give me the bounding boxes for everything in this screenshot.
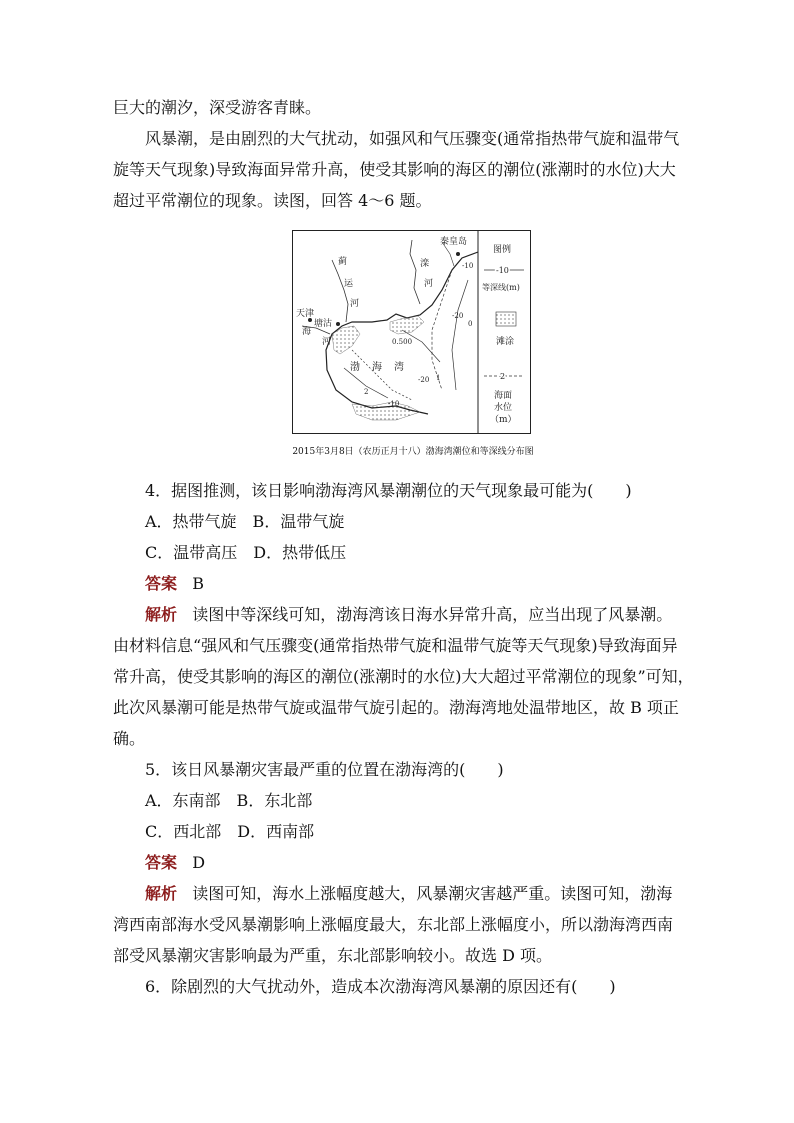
label-bohai-sea: 海 <box>372 362 382 373</box>
label-yun: 运 <box>344 279 354 289</box>
q5-answer: D <box>192 853 206 872</box>
q4-analysis-1: 读图中等深线可知，渤海湾该日海水异常升高，应当出现了风暴潮。 <box>192 605 673 624</box>
q5-options-cd: C．西北部 D．西南部 <box>145 822 315 841</box>
label-bay: 湾 <box>394 362 404 373</box>
contour-label-2: -20 <box>452 312 464 320</box>
q5-analysis-2: 湾西南部海水受风暴潮影响上涨幅度最大，东北部上涨幅度小，所以渤海湾西南 <box>113 915 674 934</box>
legend-level-label-2: 水位 <box>494 403 513 413</box>
label-ji: 蓟 <box>338 257 348 267</box>
q4-stem: 4．据图推测，该日影响渤海湾风暴潮潮位的天气现象最可能为( ) <box>145 481 632 500</box>
bohai-bay-map <box>292 230 531 434</box>
legend-level-value: 2 <box>500 372 506 381</box>
legend-depth-label: 等深线(m) <box>482 283 520 292</box>
tanggu-marker <box>336 322 340 326</box>
q4-answer-label: 答案 <box>145 574 178 593</box>
legend-level-label-1: 海面 <box>494 391 513 401</box>
q4-options-cd: C．温带高压 D．热带低压 <box>145 543 347 562</box>
legend-tidal-flat-swatch <box>496 312 516 326</box>
q4-analysis-5: 确。 <box>113 729 146 748</box>
q4-analysis-row-1 <box>145 605 672 625</box>
label-tanggu: 塘沽 <box>314 319 333 329</box>
intro-line-2: 风暴潮，是由剧烈的大气扰动，如强风和气压骤变(通常指热带气旋和温带气 <box>145 129 680 148</box>
label-luan: 滦 <box>420 259 430 269</box>
q4-analysis-2: 由材料信息“强风和气压骤变(通常指热带气旋和温带气旋等天气现象)导致海面异 <box>113 636 678 655</box>
q5-analysis-row-1 <box>145 884 672 904</box>
q5-answer-row <box>145 853 205 873</box>
contour-label-4: -20 <box>418 376 430 384</box>
q6-stem: 6．除剧烈的大气扰动外，造成本次渤海湾风暴潮的原因还有( ) <box>145 977 616 996</box>
label-bo: 渤 <box>350 362 360 373</box>
label-tianjin: 天津 <box>296 309 315 319</box>
contour-label-6: -10 <box>388 400 400 408</box>
q4-analysis-label: 解析 <box>145 605 178 624</box>
legend-title: 图例 <box>493 245 512 255</box>
qinhuangdao-marker <box>456 252 460 256</box>
contour-label-7: 2 <box>364 388 369 396</box>
q4-analysis-3: 常升高，使受其影响的海区的潮位(涨潮时的水位)大大超过平常潮位的现象”可知， <box>113 667 694 686</box>
label-hai: 海 <box>302 327 312 337</box>
intro-line-1: 巨大的潮汐，深受游客青睐。 <box>113 98 322 117</box>
label-ji-he: 河 <box>350 299 360 309</box>
q5-options-ab: A．东南部 B．东北部 <box>145 791 313 810</box>
q5-stem: 5．该日风暴潮灾害最严重的位置在渤海湾的( ) <box>145 760 504 779</box>
contour-label-3: 0 <box>468 320 473 328</box>
q5-answer-label: 答案 <box>145 853 178 872</box>
q5-analysis-3: 部受风暴潮灾害影响最为严重，东北部影响较小。故选 D 项。 <box>113 946 553 965</box>
label-luan-he: 河 <box>424 279 434 289</box>
q5-analysis-label: 解析 <box>145 884 178 903</box>
contour-label-5: 1 <box>436 374 441 382</box>
legend-level-label-3: （m） <box>490 415 517 425</box>
q4-options-ab: A．热带气旋 B．温带气旋 <box>145 512 345 531</box>
label-qinhuangdao: 秦皇岛 <box>440 237 468 247</box>
q4-answer-row <box>145 574 204 594</box>
label-hai-he: 河 <box>322 337 332 347</box>
legend-depth-value: -10 <box>496 266 509 275</box>
q4-analysis-4: 此次风暴潮可能是热带气旋或温带气旋引起的。渤海湾地处温带地区，故 B 项正 <box>113 698 679 717</box>
contour-label-8: 0.500 <box>392 338 413 346</box>
q5-analysis-1: 读图可知，海水上涨幅度越大，风暴潮灾害越严重。读图可知，渤海 <box>192 884 673 903</box>
legend-tidal-flat-label: 滩涂 <box>496 337 515 347</box>
intro-line-3: 旋等天气现象)导致海面异常升高，使受其影响的海区的潮位(涨潮时的水位)大大 <box>113 160 676 179</box>
q4-answer: B <box>192 574 205 593</box>
contour-label-1: -10 <box>462 262 474 270</box>
map-caption: 2015年3月8日（农历正月十八）渤海湾潮位和等深线分布图 <box>292 447 534 457</box>
intro-line-4: 超过平常潮位的现象。读图，回答 4～6 题。 <box>113 191 432 210</box>
